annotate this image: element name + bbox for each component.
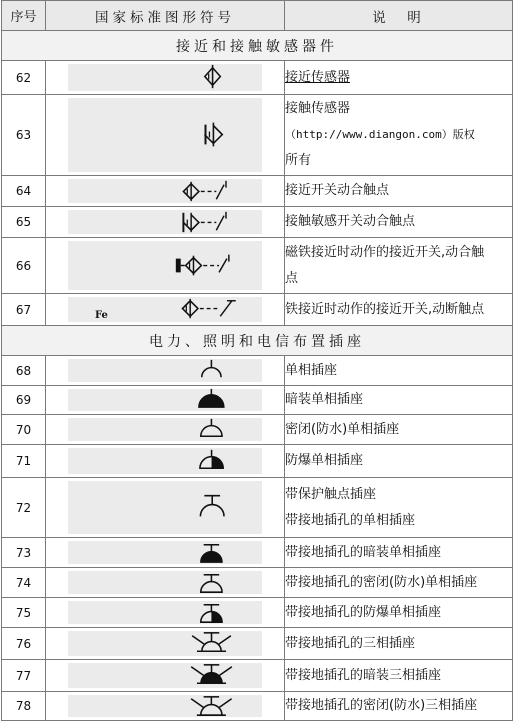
proximity-sensor-icon xyxy=(46,61,285,94)
symbol-cell xyxy=(46,538,285,568)
symbol-cell xyxy=(46,207,285,238)
row-description: 暗装单相插座 xyxy=(285,386,513,415)
explosion-proof-earthed-socket-icon xyxy=(46,598,285,627)
symbol-cell xyxy=(46,61,285,95)
row-description: 带接地插孔的密闭(防水)单相插座 xyxy=(285,568,513,598)
touch-switch-no-icon xyxy=(46,207,285,237)
table-row xyxy=(2,238,513,294)
row-number: 67 xyxy=(2,294,46,326)
row-number: 78 xyxy=(2,692,46,721)
table-row xyxy=(2,176,513,207)
row-description: 带接地插孔的暗装三相插座 xyxy=(285,660,513,692)
symbol-cell xyxy=(46,692,285,721)
symbol-table xyxy=(1,0,513,721)
row-description: 带接地插孔的防爆单相插座 xyxy=(285,598,513,628)
symbol-cell xyxy=(46,478,285,538)
table-row xyxy=(2,386,513,415)
protective-contact-socket-icon xyxy=(46,478,285,537)
row-description: 带接地插孔的暗装单相插座 xyxy=(285,538,513,568)
three-phase-earthed-socket-icon xyxy=(46,628,285,659)
table-header-row xyxy=(2,1,513,31)
row-number: 76 xyxy=(2,628,46,660)
symbol-cell xyxy=(46,238,285,294)
header-symbol: 国家标准图形符号 xyxy=(46,1,285,31)
row-number: 68 xyxy=(2,356,46,386)
flush-single-phase-socket-icon xyxy=(46,386,285,414)
row-description: 防爆单相插座 xyxy=(285,445,513,478)
table-row xyxy=(2,478,513,538)
table-row xyxy=(2,660,513,692)
row-number: 74 xyxy=(2,568,46,598)
header-no: 序号 xyxy=(2,1,46,31)
row-number: 72 xyxy=(2,478,46,538)
magnet-proximity-switch-icon xyxy=(46,238,285,293)
symbol-cell xyxy=(46,445,285,478)
row-number: 66 xyxy=(2,238,46,294)
row-description: 铁接近时动作的接近开关,动断触点 xyxy=(285,294,513,326)
sealed-earthed-socket-icon xyxy=(46,568,285,597)
explosion-proof-socket-icon xyxy=(46,445,285,477)
sealed-single-phase-socket-icon xyxy=(46,415,285,444)
symbol-cell xyxy=(46,294,285,326)
proximity-switch-no-icon xyxy=(46,176,285,206)
table-row xyxy=(2,207,513,238)
table-row xyxy=(2,356,513,386)
row-description: 接近传感器 xyxy=(285,61,513,95)
sealed-three-phase-earthed-socket-icon xyxy=(46,692,285,720)
table-row xyxy=(2,61,513,95)
iron-proximity-switch-nc-icon xyxy=(46,294,285,325)
row-description: 接近开关动合触点 xyxy=(285,176,513,207)
row-description: 带保护触点插座 带接地插孔的单相插座 xyxy=(285,478,513,538)
row-number: 64 xyxy=(2,176,46,207)
symbol-cell xyxy=(46,628,285,660)
table-row xyxy=(2,538,513,568)
table-row xyxy=(2,568,513,598)
flush-earthed-socket-icon xyxy=(46,538,285,567)
symbol-cell xyxy=(46,356,285,386)
section-row xyxy=(2,326,513,356)
symbol-cell xyxy=(46,95,285,176)
row-description: 单相插座 xyxy=(285,356,513,386)
table-row xyxy=(2,692,513,721)
row-number: 71 xyxy=(2,445,46,478)
row-description: 带接地插孔的密闭(防水)三相插座 xyxy=(285,692,513,721)
row-description: 接触敏感开关动合触点 xyxy=(285,207,513,238)
table-row xyxy=(2,294,513,326)
row-number: 75 xyxy=(2,598,46,628)
single-phase-socket-icon xyxy=(46,356,285,385)
iron-label: Fe xyxy=(95,310,108,321)
symbol-cell xyxy=(46,386,285,415)
symbol-cell xyxy=(46,415,285,445)
row-description: 接触传感器 （http://www.diangon.com）版权 所有 xyxy=(285,95,513,176)
table-row xyxy=(2,95,513,176)
section-title: 接近和接触敏感器件 xyxy=(2,31,513,61)
row-description: 密闭(防水)单相插座 xyxy=(285,415,513,445)
section-title: 电力、照明和电信布置插座 xyxy=(2,326,513,356)
symbol-cell xyxy=(46,568,285,598)
row-number: 77 xyxy=(2,660,46,692)
table-row xyxy=(2,628,513,660)
row-number: 73 xyxy=(2,538,46,568)
flush-three-phase-earthed-socket-icon xyxy=(46,660,285,691)
row-number: 65 xyxy=(2,207,46,238)
table-row xyxy=(2,598,513,628)
row-number: 70 xyxy=(2,415,46,445)
symbol-cell xyxy=(46,176,285,207)
table-row xyxy=(2,445,513,478)
section-row xyxy=(2,31,513,61)
header-desc: 说 明 xyxy=(285,1,513,31)
symbol-cell xyxy=(46,598,285,628)
row-description: 磁铁接近时动作的接近开关,动合触 点 xyxy=(285,238,513,294)
row-number: 63 xyxy=(2,95,46,176)
table-row xyxy=(2,415,513,445)
touch-sensor-icon xyxy=(46,95,285,175)
row-number: 62 xyxy=(2,61,46,95)
row-number: 69 xyxy=(2,386,46,415)
symbol-cell xyxy=(46,660,285,692)
row-description: 带接地插孔的三相插座 xyxy=(285,628,513,660)
